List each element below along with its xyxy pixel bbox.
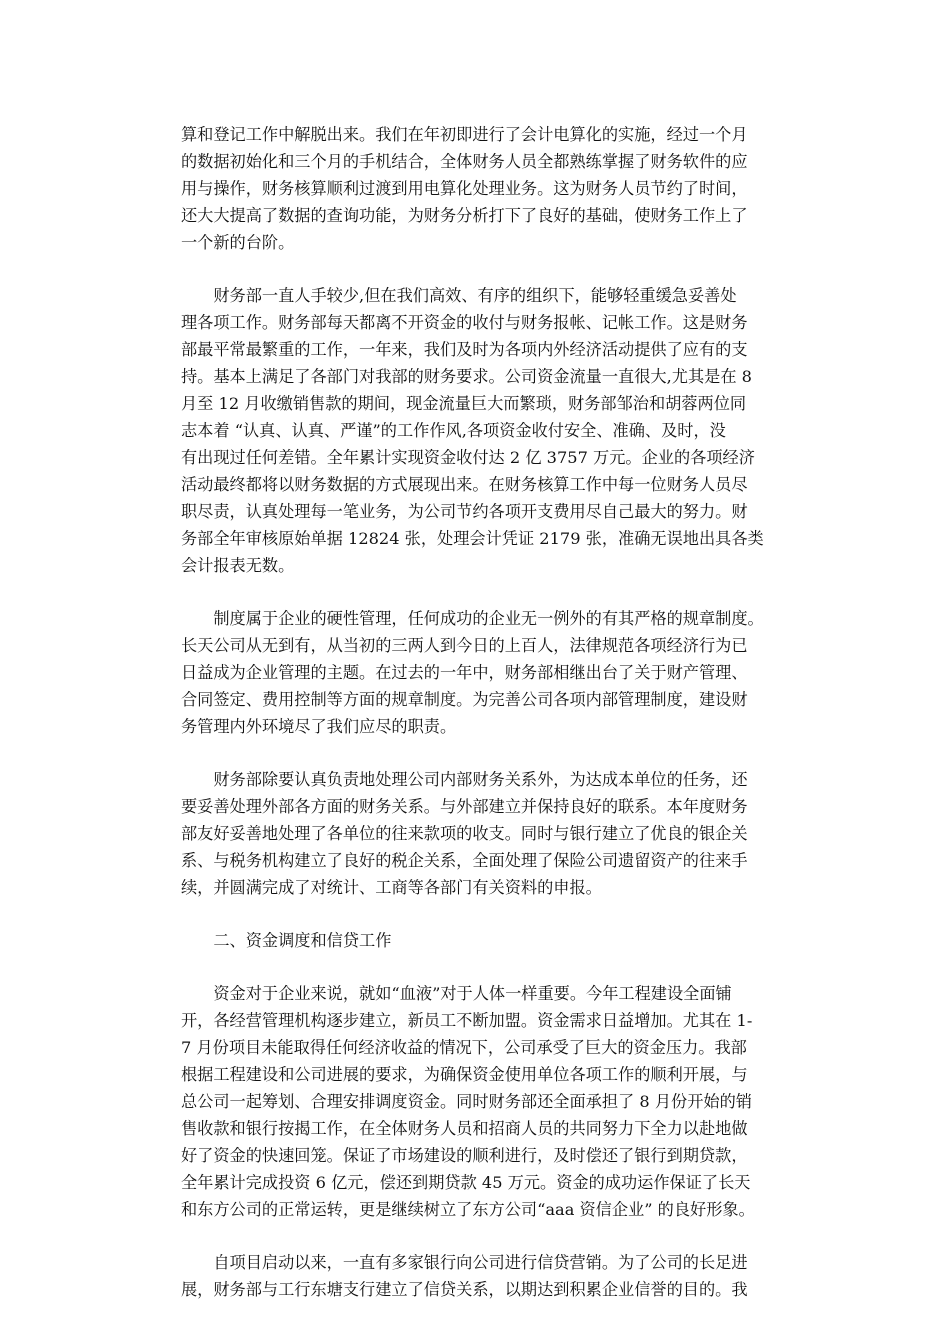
text-line: 还大大提高了数据的查询功能，为财务分析打下了良好的基础，使财务工作上了 <box>181 206 748 225</box>
text-line: 续，并圆满完成了对统计、工商等各部门有关资料的申报。 <box>181 878 602 897</box>
text-line: 要妥善处理外部各方面的财务关系。与外部建立并保持良好的联系。本年度财务 <box>181 797 748 816</box>
text-line: 志本着 “认真、认真、严谨”的工作作风,各项资金收付安全、准确、及时，没 <box>181 421 726 440</box>
text-line: 系、与税务机构建立了良好的税企关系，全面处理了保险公司遗留资产的往来手 <box>181 851 748 870</box>
text-line: 职尽责，认真处理每一笔业务，为公司节约各项开支费用尽自己最大的努力。财 <box>181 502 748 521</box>
paragraph <box>181 282 781 579</box>
text-line: 一个新的台阶。 <box>181 233 295 252</box>
text-line: 月至 12 月收缴销售款的期间，现金流量巨大而繁琐，财务部邹治和胡蓉两位同 <box>181 394 747 413</box>
text-line: 资金对于企业来说，就如“血液”对于人体一样重要。今年工程建设全面铺 <box>181 984 732 1003</box>
paragraph-gap <box>181 954 781 980</box>
paragraph-gap <box>181 901 781 927</box>
text-line: 财务部除要认真负责地处理公司内部财务关系外，为达成本单位的任务，还 <box>181 770 748 789</box>
text-line: 有出现过任何差错。全年累计实现资金收付达 2 亿 3757 万元。企业的各项经济 <box>181 448 755 467</box>
paragraph-gap <box>181 579 781 605</box>
text-line: 日益成为企业管理的主题。在过去的一年中，财务部相继出台了关于财产管理、 <box>181 663 748 682</box>
text-line: 务部全年审核原始单据 12824 张，处理会计凭证 2179 张，准确无误地出具各类 <box>181 529 764 548</box>
text-line: 活动最终都将以财务数据的方式展现出来。在财务核算工作中每一位财务人员尽 <box>181 475 748 494</box>
text-line: 好了资金的快速回笼。保证了市场建设的顺利进行，及时偿还了银行到期贷款， <box>181 1146 748 1165</box>
paragraph <box>181 766 781 901</box>
paragraph <box>181 121 781 256</box>
text-line: 7 月份项目未能取得任何经济收益的情况下，公司承受了巨大的资金压力。我部 <box>181 1038 747 1057</box>
document-body <box>181 121 781 1303</box>
text-line: 总公司一起筹划、合理安排调度资金。同时财务部还全面承担了 8 月份开始的销 <box>181 1092 752 1111</box>
text-line: 财务部一直人手较少,但在我们高效、有序的组织下，能够轻重缓急妥善处 <box>181 286 737 305</box>
paragraph-gap <box>181 256 781 282</box>
paragraph <box>181 980 781 1223</box>
text-line: 部友好妥善地处理了各单位的往来款项的收支。同时与银行建立了优良的银企关 <box>181 824 748 843</box>
text-line: 会计报表无数。 <box>181 556 295 575</box>
paragraph <box>181 1249 781 1303</box>
text-line: 根据工程建设和公司进展的要求，为确保资金使用单位各项工作的顺利开展，与 <box>181 1065 748 1084</box>
text-line: 全年累计完成投资 6 亿元，偿还到期贷款 45 万元。资金的成功运作保证了长天 <box>181 1173 751 1192</box>
text-line: 合同签定、费用控制等方面的规章制度。为完善公司各项内部管理制度，建设财 <box>181 690 748 709</box>
text-line: 用与操作，财务核算顺利过渡到用电算化处理业务。这为财务人员节约了时间， <box>181 179 748 198</box>
text-line: 算和登记工作中解脱出来。我们在年初即进行了会计电算化的实施，经过一个月 <box>181 125 748 144</box>
text-line: 部最平常最繁重的工作，一年来，我们及时为各项内外经济活动提供了应有的支 <box>181 340 748 359</box>
text-line: 理各项工作。财务部每天都离不开资金的收付与财务报帐、记帐工作。这是财务 <box>181 313 748 332</box>
text-line: 售收款和银行按揭工作，在全体财务人员和招商人员的共同努力下全力以赴地做 <box>181 1119 748 1138</box>
text-line: 自项目启动以来，一直有多家银行向公司进行信贷营销。为了公司的长足进 <box>181 1253 748 1272</box>
paragraph-gap <box>181 1223 781 1249</box>
paragraph <box>181 605 781 740</box>
text-line: 持。基本上满足了各部门对我部的财务要求。公司资金流量一直很大,尤其是在 8 <box>181 367 752 386</box>
text-line: 务管理内外环境尽了我们应尽的职责。 <box>181 717 457 736</box>
section-heading <box>181 927 781 954</box>
text-line: 制度属于企业的硬性管理，任何成功的企业无一例外的有其严格的规章制度。 <box>181 609 764 628</box>
text-line: 展，财务部与工行东塘支行建立了信贷关系，以期达到积累企业信誉的目的。我 <box>181 1280 748 1299</box>
text-line: 和东方公司的正常运转，更是继续树立了东方公司“aaa 资信企业” 的良好形象。 <box>181 1200 755 1219</box>
text-line: 的数据初始化和三个月的手机结合，全体财务人员全都熟练掌握了财务软件的应 <box>181 152 748 171</box>
paragraph-gap <box>181 740 781 766</box>
text-line: 开，各经营管理机构逐步建立，新员工不断加盟。资金需求日益增加。尤其在 1- <box>181 1011 753 1030</box>
heading-line: 二、资金调度和信贷工作 <box>181 931 392 950</box>
text-line: 长天公司从无到有，从当初的三两人到今日的上百人，法律规范各项经济行为已 <box>181 636 748 655</box>
